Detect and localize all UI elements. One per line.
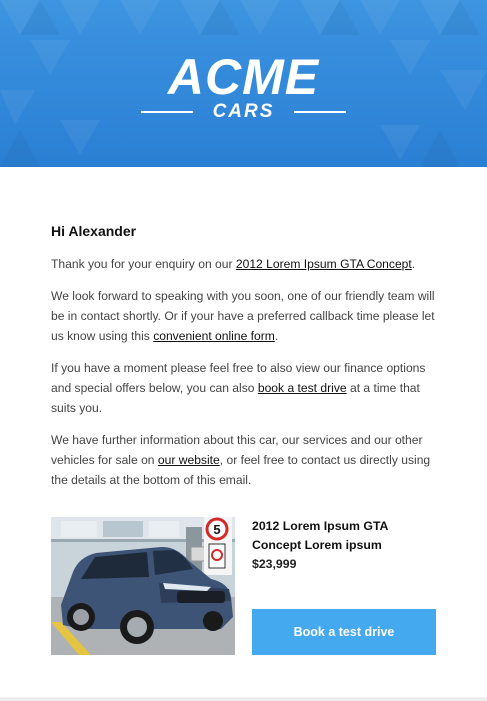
speed-sign-number: 5: [213, 522, 221, 537]
test-drive-link[interactable]: book a test drive: [257, 381, 347, 395]
paragraph-website: [51, 430, 441, 490]
acme-cars-logo[interactable]: [0, 49, 487, 124]
book-test-drive-button[interactable]: Book a test drive: [252, 609, 436, 655]
paragraph-text: Thank you for your enquiry on our: [51, 257, 236, 271]
paragraph-text: , or feel free to contact us directly using the details at the bottom of this email.: [51, 453, 431, 487]
paragraph-finance: [51, 358, 441, 418]
paragraph-text: at a time that suits you.: [51, 381, 420, 415]
online-form-link[interactable]: convenient online form: [153, 329, 275, 343]
product-card: [51, 517, 436, 656]
greeting: Hi Alexander: [51, 223, 137, 239]
paragraph-text: .: [274, 329, 279, 343]
paragraph-text: We look forward to speaking with you soon, one of our friendly team will be in contact shortly. Or if your have a preferred callback time please let us know using this: [51, 289, 435, 343]
paragraph-text: If you have a moment please feel free to also view our finance options and special offers below, you can also: [51, 361, 426, 395]
product-price: $23,999: [252, 557, 297, 571]
car-model-link[interactable]: 2012 Lorem Ipsum GTA Concept: [235, 257, 412, 271]
logo-wordmark-cars: CARS: [212, 101, 275, 122]
product-title: 2012 Lorem Ipsum GTA Concept Lorem ipsum: [252, 519, 388, 552]
header-banner: [0, 0, 487, 167]
car-photo[interactable]: [51, 517, 235, 655]
car-photo-illustration: [51, 517, 235, 655]
paragraph-contact: [51, 286, 441, 346]
logo-subline: [0, 100, 487, 124]
website-link[interactable]: our website: [157, 453, 220, 467]
logo-line-left: [141, 111, 193, 113]
email-content: [51, 222, 441, 502]
paragraph-enquiry: [51, 254, 441, 274]
logo-wordmark-acme: ACME: [167, 49, 320, 105]
logo-line-right: [294, 111, 346, 113]
paragraph-text: .: [411, 257, 416, 271]
paragraph-text: We have further information about this car, our services and our other vehicles for sale on: [51, 433, 423, 467]
